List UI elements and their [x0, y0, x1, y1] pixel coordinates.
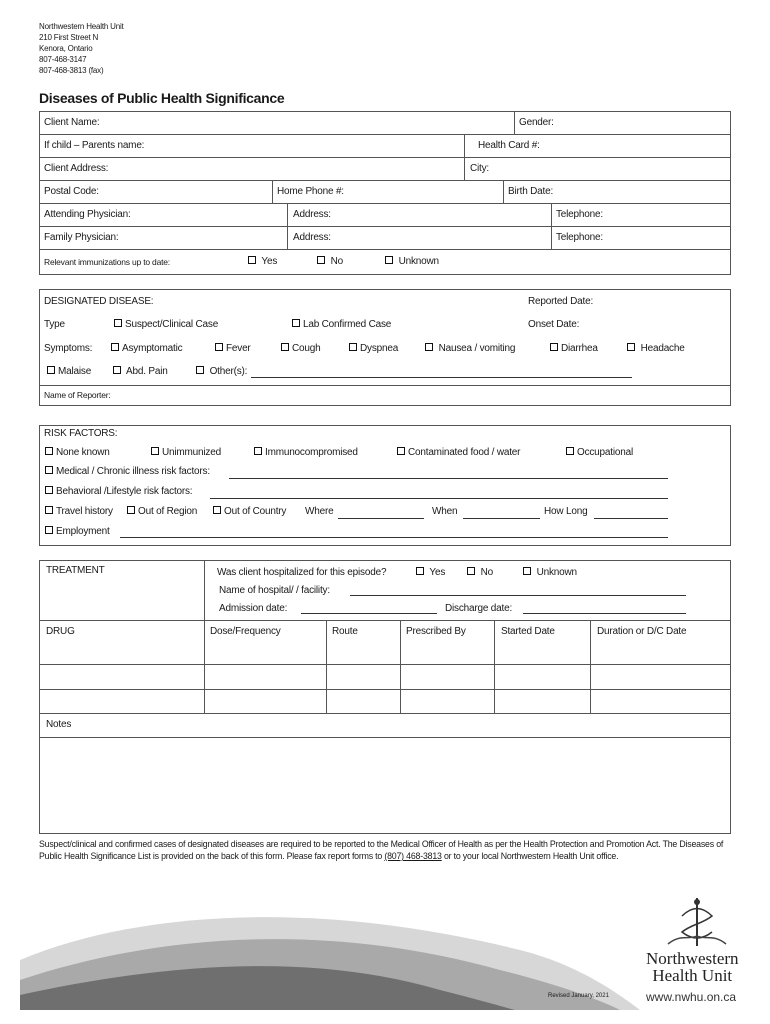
checkbox-label: Immunocompromised [265, 447, 358, 458]
symptom-fever-checkbox[interactable] [215, 343, 251, 354]
family-physician-field[interactable]: Family Physician: [44, 232, 119, 243]
checkbox-label: Nausea / vomiting [438, 343, 516, 354]
checkbox-label: Out of Region [138, 506, 198, 517]
revised-date: Revised January, 2021 [548, 993, 609, 999]
checkbox-label: Headache [640, 343, 685, 354]
when-input-line[interactable] [463, 518, 540, 519]
checkbox-label: Employment [56, 526, 110, 537]
admission-date-label: Admission date: [219, 603, 288, 614]
hospital-name-label: Name of hospital/ / facility: [219, 585, 330, 596]
notes-label: Notes [46, 719, 72, 730]
checkbox-label: Travel history [56, 506, 113, 517]
checkbox-label: Medical / Chronic illness risk factors: [56, 466, 210, 477]
page-title: Diseases of Public Health Significance [39, 90, 285, 106]
symptom-others-checkbox[interactable] [196, 366, 247, 377]
address-line: 807-468-3147 [39, 55, 87, 64]
symptom-abd-pain-checkbox[interactable] [113, 366, 168, 377]
checkbox-icon [349, 343, 357, 351]
immunizations-yes-checkbox[interactable] [248, 256, 277, 267]
risk-medical-checkbox[interactable] [45, 466, 210, 477]
checkbox-icon [627, 343, 635, 351]
others-input-line[interactable] [251, 377, 632, 378]
risk-out-of-region-checkbox[interactable] [127, 506, 197, 517]
risk-behavioral-checkbox[interactable] [45, 486, 192, 497]
checkbox-icon [213, 506, 221, 514]
checkbox-icon [45, 506, 53, 514]
when-label: When [432, 506, 458, 517]
lab-confirmed-checkbox[interactable] [292, 319, 391, 330]
family-address-field[interactable]: Address: [293, 232, 331, 243]
checkbox-icon [114, 319, 122, 327]
checkbox-label: Other(s): [209, 366, 248, 377]
checkbox-icon [45, 466, 53, 474]
reported-date-field[interactable]: Reported Date: [528, 296, 594, 307]
checkbox-icon [425, 343, 433, 351]
dose-frequency-column-header: Dose/Frequency [210, 626, 281, 637]
risk-none-known-checkbox[interactable] [45, 447, 110, 458]
checkbox-icon [254, 447, 262, 455]
checkbox-label: Occupational [577, 447, 633, 458]
checkbox-label: Yes [429, 567, 446, 578]
hospital-name-input-line[interactable] [350, 595, 686, 596]
birth-date-field[interactable]: Birth Date: [508, 186, 554, 197]
address-line: Northwestern Health Unit [39, 22, 124, 31]
logo-wordmark [646, 950, 739, 984]
symptom-asymptomatic-checkbox[interactable] [111, 343, 182, 354]
address-line: 807-468-3813 (fax) [39, 66, 104, 75]
checkbox-label: Malaise [58, 366, 92, 377]
health-card-field[interactable]: Health Card #: [478, 140, 540, 151]
checkbox-icon [151, 447, 159, 455]
immunizations-label: Relevant immunizations up to date: [44, 257, 170, 267]
risk-travel-checkbox[interactable] [45, 506, 113, 517]
symptom-malaise-checkbox[interactable] [47, 366, 91, 377]
symptom-nausea-checkbox[interactable] [425, 343, 515, 354]
footer-text-start: Suspect/clinical and confirmed cases of designated diseases are required to be reported to the Medical Officer of Health as per the Health Protection and Promotion Act. The Diseases of Public Health Significance List is provided on the back of this form. Please fax report forms to [39, 839, 724, 861]
attending-address-field[interactable]: Address: [293, 209, 331, 220]
treatment-heading: TREATMENT [46, 565, 105, 576]
checkbox-icon [45, 526, 53, 534]
drug-column-header: DRUG [46, 626, 75, 637]
checkbox-icon [45, 486, 53, 494]
attending-telephone-field[interactable]: Telephone: [556, 209, 603, 220]
checkbox-icon [45, 447, 53, 455]
hospitalized-yes-checkbox[interactable] [416, 567, 445, 578]
checkbox-label: Contaminated food / water [408, 447, 521, 458]
discharge-date-label: Discharge date: [445, 603, 513, 614]
family-telephone-field[interactable]: Telephone: [556, 232, 603, 243]
attending-physician-field[interactable]: Attending Physician: [44, 209, 131, 220]
employment-input-line[interactable] [120, 537, 668, 538]
onset-date-field[interactable]: Onset Date: [528, 319, 580, 330]
client-address-field[interactable]: Client Address: [44, 163, 109, 174]
checkbox-label: No [480, 567, 493, 578]
where-input-line[interactable] [338, 518, 424, 519]
checkbox-icon [281, 343, 289, 351]
footer-text-end: or to your local Northwestern Health Unit office. [441, 851, 619, 861]
route-column-header: Route [332, 626, 358, 637]
risk-factors-heading: RISK FACTORS: [44, 428, 118, 439]
symptom-diarrhea-checkbox[interactable] [550, 343, 598, 354]
discharge-date-input-line[interactable] [523, 613, 686, 614]
checkbox-icon [467, 567, 475, 575]
checkbox-icon [113, 366, 121, 374]
symptom-dyspnea-checkbox[interactable] [349, 343, 398, 354]
risk-contaminated-food-checkbox[interactable] [397, 447, 520, 458]
client-name-field[interactable]: Client Name: [44, 117, 100, 128]
hospitalized-no-checkbox[interactable] [467, 567, 493, 578]
checkbox-icon [397, 447, 405, 455]
city-field[interactable]: City: [470, 163, 490, 174]
started-date-column-header: Started Date [501, 626, 555, 637]
checkbox-label: Abd. Pain [126, 366, 168, 377]
prescribed-by-column-header: Prescribed By [406, 626, 466, 637]
checkbox-icon [47, 366, 55, 374]
risk-occupational-checkbox[interactable] [566, 447, 633, 458]
gender-field[interactable]: Gender: [519, 117, 554, 128]
symptoms-label: Symptoms: [44, 343, 93, 354]
where-label: Where [305, 506, 334, 517]
checkbox-icon [127, 506, 135, 514]
type-label: Type [44, 319, 65, 330]
risk-employment-checkbox[interactable] [45, 526, 110, 537]
checkbox-icon [292, 319, 300, 327]
checkbox-icon [550, 343, 558, 351]
address-line: 210 First Street N [39, 33, 99, 42]
checkbox-icon [317, 256, 325, 264]
medical-input-line[interactable] [229, 478, 668, 479]
risk-immunocompromised-checkbox[interactable] [254, 447, 358, 458]
address-block [39, 21, 124, 76]
hospitalized-question: Was client hospitalized for this episode? [217, 567, 387, 578]
checkbox-icon [111, 343, 119, 351]
checkbox-label: Out of Country [224, 506, 287, 517]
checkbox-label: Yes [261, 256, 278, 267]
parents-name-field[interactable]: If child – Parents name: [44, 140, 145, 151]
logo-line: Health Unit [652, 966, 733, 985]
risk-unimmunized-checkbox[interactable] [151, 447, 221, 458]
checkbox-label: Cough [292, 343, 321, 354]
risk-out-of-country-checkbox[interactable] [213, 506, 286, 517]
checkbox-label: Dyspnea [360, 343, 399, 354]
checkbox-label: Unimmunized [162, 447, 221, 458]
checkbox-label: Behavioral /Lifestyle risk factors: [56, 486, 193, 497]
symptom-headache-checkbox[interactable] [627, 343, 685, 354]
symptom-cough-checkbox[interactable] [281, 343, 320, 354]
checkbox-label: Unknown [398, 256, 439, 267]
checkbox-label: No [330, 256, 343, 267]
admission-date-input-line[interactable] [301, 613, 437, 614]
website-url[interactable]: www.nwhu.on.ca [646, 990, 737, 1004]
designated-disease-field[interactable]: DESIGNATED DISEASE: [44, 296, 154, 307]
how-long-label: How Long [544, 506, 588, 517]
fax-number-link[interactable]: (807) 468-3813 [384, 851, 442, 861]
decorative-wave [20, 910, 640, 1010]
behavioral-input-line[interactable] [210, 498, 668, 499]
duration-column-header: Duration or D/C Date [597, 626, 687, 637]
immunizations-no-checkbox[interactable] [317, 256, 343, 267]
checkbox-label: Asymptomatic [122, 343, 183, 354]
checkbox-icon [416, 567, 424, 575]
checkbox-label: Fever [226, 343, 251, 354]
notes-area[interactable] [40, 738, 730, 833]
hospitalized-unknown-checkbox[interactable] [523, 567, 577, 578]
checkbox-icon [566, 447, 574, 455]
checkbox-icon [215, 343, 223, 351]
checkbox-icon [248, 256, 256, 264]
checkbox-label: None known [56, 447, 110, 458]
name-of-reporter-field[interactable]: Name of Reporter: [44, 390, 111, 400]
checkbox-icon [523, 567, 531, 575]
footer-notice [39, 838, 739, 862]
logo-line: Northwestern [646, 949, 739, 968]
address-line: Kenora, Ontario [39, 44, 93, 53]
checkbox-icon [385, 256, 393, 264]
caduceus-logo-icon [662, 896, 732, 948]
checkbox-label: Diarrhea [561, 343, 598, 354]
checkbox-label: Suspect/Clinical Case [125, 319, 219, 330]
postal-code-field[interactable]: Postal Code: [44, 186, 99, 197]
immunizations-unknown-checkbox[interactable] [385, 256, 439, 267]
checkbox-label: Unknown [536, 567, 577, 578]
how-long-input-line[interactable] [594, 518, 668, 519]
client-info-section [39, 111, 731, 275]
home-phone-field[interactable]: Home Phone #: [277, 186, 344, 197]
checkbox-icon [196, 366, 204, 374]
suspect-clinical-checkbox[interactable] [114, 319, 218, 330]
checkbox-label: Lab Confirmed Case [303, 319, 392, 330]
